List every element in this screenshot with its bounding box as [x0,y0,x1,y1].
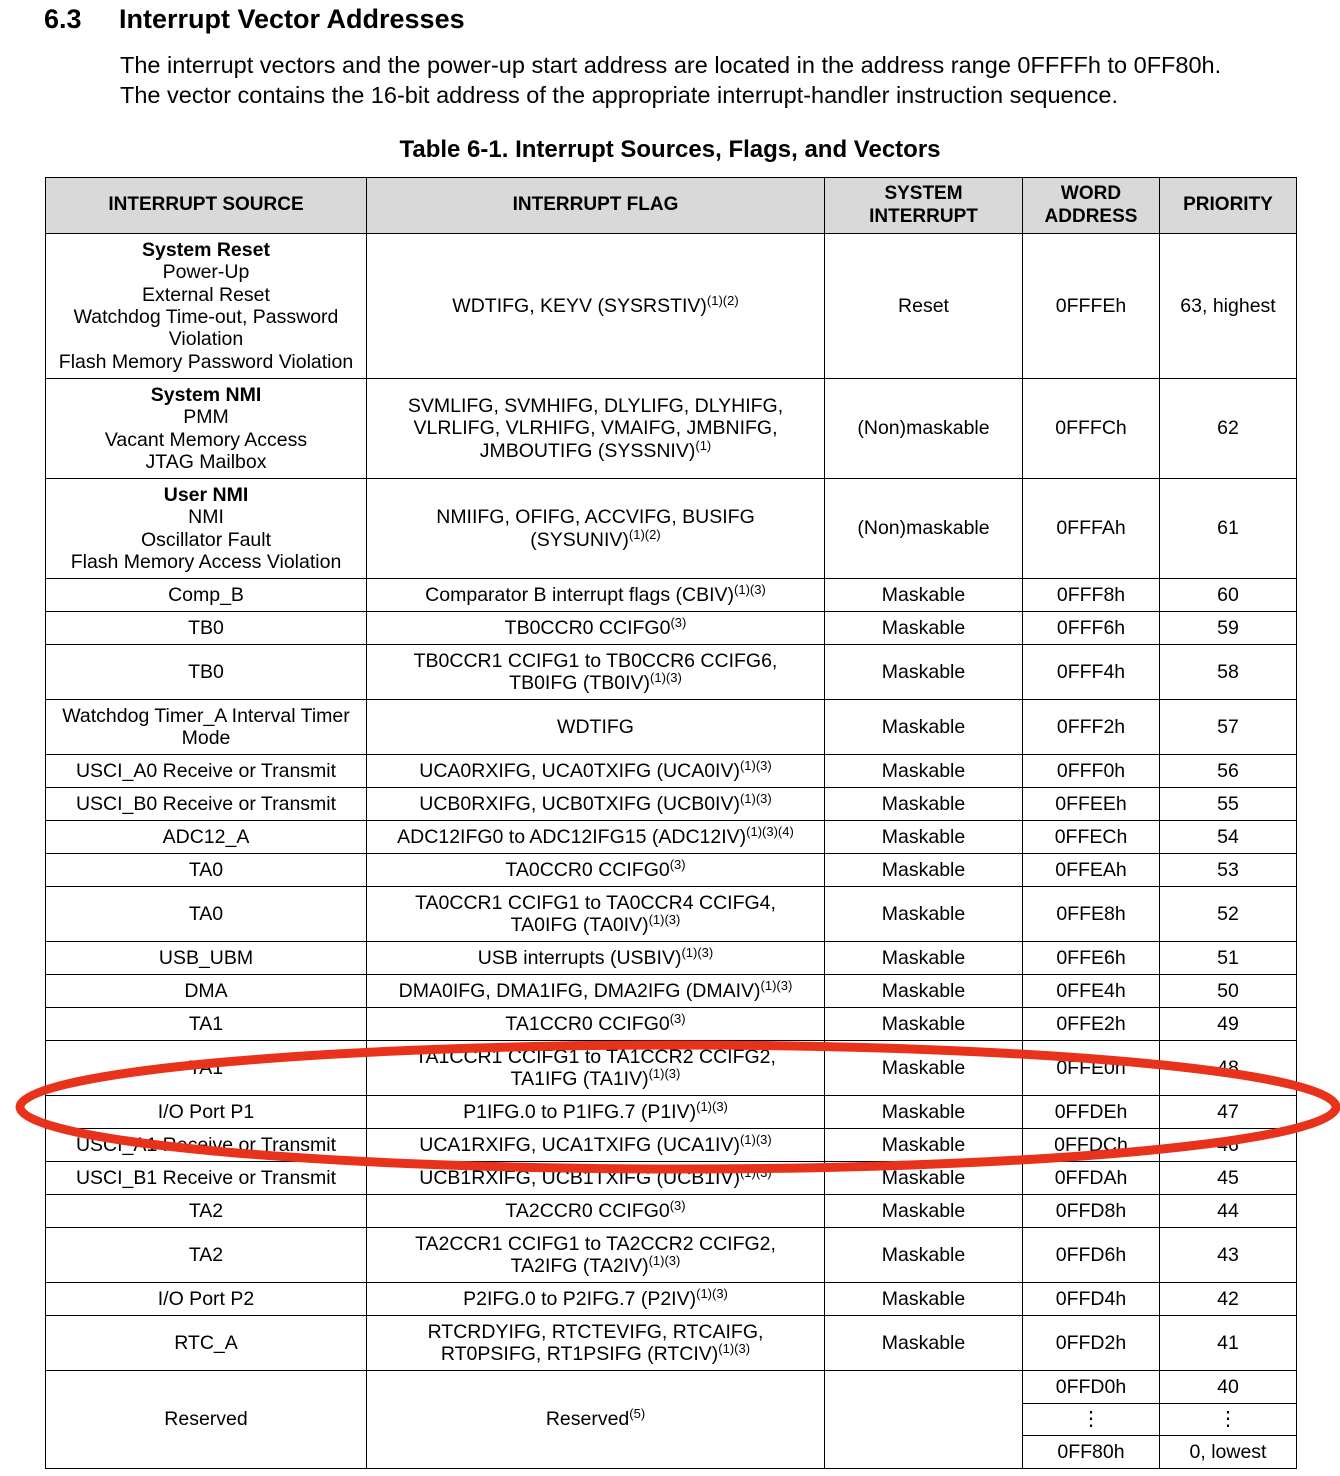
footnote-ref: (1)(3) [739,790,772,806]
system-interrupt-cell: Maskable [825,887,1023,942]
interrupt-source-cell [46,975,367,1008]
footnote-ref: (1)(2) [628,526,661,542]
system-interrupt-cell [825,1371,1023,1469]
word-address-cell: 0FFF0h [1023,755,1160,788]
source-line: Power-Up [162,261,250,284]
source-text: TA1 [188,1056,224,1079]
flag-line [369,672,822,694]
flag-line [369,1233,822,1255]
interrupt-flag-cell [367,854,825,887]
source-text: I/O Port P2 [157,1287,255,1310]
source-text: TA1 [188,1012,224,1035]
word-address-cell: 0FF80h [1023,1436,1160,1469]
header-line: SYSTEM [884,183,963,205]
source-title: System NMI [150,383,262,406]
source-line: Vacant Memory Access [104,428,308,451]
interrupt-vector-table [45,177,1297,1469]
interrupt-flag-cell [367,1008,825,1041]
word-address-cell: 0FFDEh [1023,1096,1160,1129]
table-row [46,1041,1297,1096]
system-interrupt-cell: Maskable [825,1283,1023,1316]
flag-text: P1IFG.0 to P1IFG.7 (P1IV) [463,1100,697,1123]
priority-cell: 55 [1160,788,1297,821]
interrupt-flag-cell [367,1316,825,1371]
interrupt-source-cell [46,1228,367,1283]
table-body [46,234,1297,1469]
footnote-ref: (1)(3) [650,670,682,685]
system-interrupt-cell: Maskable [825,700,1023,755]
flag-text: Reserved [545,1408,630,1431]
table-row [46,1316,1297,1371]
source-text: USCI_B0 Receive or Transmit [75,792,337,815]
flag-line [369,914,822,936]
flag-text: UCA1RXIFG, UCA1TXIFG (UCA1IV) [419,1133,740,1156]
section-intro [120,50,1221,110]
system-interrupt-cell: Maskable [825,579,1023,612]
priority-cell: 52 [1160,887,1297,942]
interrupt-source-cell [46,755,367,788]
interrupt-flag-cell [367,579,825,612]
interrupt-source-cell [46,1283,367,1316]
flag-text: UCB1RXIFG, UCB1TXIFG (UCB1IV) [419,1166,740,1189]
footnote-ref: (1)(3) [760,977,793,993]
interrupt-flag-cell [367,1096,825,1129]
interrupt-flag-cell [367,479,825,579]
word-address-cell: 0FFD8h [1023,1195,1160,1228]
flag-text: TA0IFG (TA0IV) [510,914,649,936]
word-address-cell: 0FFE8h [1023,887,1160,942]
flag-text: SVMLIFG, SVMHIFG, DLYLIFG, DLYHIFG, [407,395,784,418]
source-line: Watchdog Time-out, Password [73,306,339,328]
word-address-cell: ⋮ [1023,1404,1160,1436]
flag-text: UCB0RXIFG, UCB0TXIFG (UCB0IV) [419,792,740,815]
footnote-ref: (1)(3) [696,1098,728,1114]
interrupt-source-cell [46,479,367,579]
source-text: USB_UBM [158,946,254,969]
flag-text: TA2IFG (TA2IV) [510,1255,649,1277]
flag-text: ADC12IFG0 to ADC12IFG15 (ADC12IV) [397,825,747,848]
source-title: System Reset [142,239,270,262]
flag-line [369,1068,822,1090]
footnote-ref: (1)(3)(4) [746,823,794,839]
table-row [46,612,1297,645]
interrupt-source-cell [46,1129,367,1162]
word-address-cell: 0FFD6h [1023,1228,1160,1283]
header-line: ADDRESS [1044,205,1138,227]
flag-text: TB0IFG (TB0IV) [509,672,651,694]
word-address-cell: 0FFE4h [1023,975,1160,1008]
interrupt-source-cell [46,1316,367,1371]
priority-cell: 49 [1160,1008,1297,1041]
word-address-cell: 0FFFAh [1023,479,1160,579]
source-text: TA0 [188,902,224,925]
system-interrupt-cell: Maskable [825,1041,1023,1096]
interrupt-flag-cell [367,821,825,854]
header-system-interrupt [825,178,1023,234]
table-row [46,700,1297,755]
interrupt-flag-cell [367,1041,825,1096]
footnote-ref: (1)(3) [734,581,766,597]
table-row [46,1283,1297,1316]
footnote-ref: (1)(3) [739,1131,772,1147]
word-address-cell: 0FFE2h [1023,1008,1160,1041]
priority-cell: 57 [1160,700,1297,755]
word-address-cell: 0FFD2h [1023,1316,1160,1371]
flag-line [369,395,822,417]
word-address-cell: 0FFECh [1023,821,1160,854]
interrupt-source-cell [46,788,367,821]
interrupt-source-cell [46,579,367,612]
flag-text: TA1CCR0 CCIFG0 [505,1012,670,1035]
footnote-ref: (3) [669,856,686,872]
priority-cell: 53 [1160,854,1297,887]
interrupt-source-cell [46,821,367,854]
flag-text: Comparator B interrupt flags (CBIV) [425,583,735,606]
system-interrupt-cell: Maskable [825,1096,1023,1129]
footnote-ref: (1) [695,437,712,453]
flag-text: USB interrupts (USBIV) [477,946,682,969]
system-interrupt-cell: Maskable [825,612,1023,645]
word-address-cell: 0FFE6h [1023,942,1160,975]
interrupt-flag-cell [367,700,825,755]
interrupt-source-cell [46,645,367,700]
flag-line [369,1321,822,1343]
source-line: External Reset [142,283,270,306]
source-line: Oscillator Fault [140,528,272,551]
table-row [46,1096,1297,1129]
priority-cell: 43 [1160,1228,1297,1283]
flag-text: TA1CCR1 CCIFG1 to TA1CCR2 CCIFG2, [415,1045,776,1068]
interrupt-flag-cell [367,755,825,788]
flag-text: RTCRDYIFG, RTCTEVIFG, RTCAIFG, [427,1320,764,1343]
flag-text: TA0CCR0 CCIFG0 [505,858,670,881]
system-interrupt-cell: Maskable [825,788,1023,821]
word-address-cell: 0FFF8h [1023,579,1160,612]
table-row [46,1008,1297,1041]
priority-cell: 51 [1160,942,1297,975]
system-interrupt-cell: Maskable [825,1129,1023,1162]
system-interrupt-cell: Maskable [825,942,1023,975]
system-interrupt-cell: Reset [825,234,1023,379]
interrupt-source-cell [46,1162,367,1195]
priority-cell: ⋮ [1160,1404,1297,1436]
flag-text: JMBOUTIFG (SYSSNIV) [479,439,696,462]
priority-cell: 54 [1160,821,1297,854]
interrupt-source-cell [46,1041,367,1096]
header-line: INTERRUPT [869,205,978,227]
priority-cell: 46 [1160,1129,1297,1162]
interrupt-flag-cell [367,1195,825,1228]
source-text: DMA [184,979,228,1002]
priority-cell: 47 [1160,1096,1297,1129]
priority-cell: 42 [1160,1283,1297,1316]
word-address-cell: 0FFD4h [1023,1283,1160,1316]
flag-line [369,1046,822,1068]
flag-line [369,650,822,672]
source-line: PMM [183,406,229,429]
interrupt-flag-cell [367,1371,825,1469]
section-number: 6.3 [44,4,82,34]
source-text: TB0 [188,660,224,683]
flag-text: NMIIFG, OFIFG, ACCVIFG, BUSIFG [436,506,755,529]
source-text: Comp_B [168,583,244,606]
table-row [46,1162,1297,1195]
footnote-ref: (1)(3) [739,1164,772,1180]
table-row [46,887,1297,942]
header-priority: PRIORITY [1160,178,1297,234]
table-row [46,1228,1297,1283]
priority-cell: 48 [1160,1041,1297,1096]
word-address-cell: 0FFFEh [1023,234,1160,379]
table-row [46,645,1297,700]
interrupt-source-cell [46,942,367,975]
header-word-address [1023,178,1160,234]
table-row [46,579,1297,612]
table-row [46,1129,1297,1162]
section-heading [44,4,465,35]
table-row [46,1195,1297,1228]
source-text: TB0 [188,616,224,639]
source-line: Mode [181,727,231,749]
priority-cell: 40 [1160,1371,1297,1404]
priority-cell: 62 [1160,379,1297,479]
interrupt-source-cell [46,700,367,755]
word-address-cell: 0FFDAh [1023,1162,1160,1195]
footnote-ref: (1)(3) [739,757,772,773]
word-address-cell: 0FFE0h [1023,1041,1160,1096]
flag-line [369,1255,822,1277]
priority-cell: 45 [1160,1162,1297,1195]
footnote-ref: (1)(3) [648,1253,681,1268]
system-interrupt-cell: Maskable [825,645,1023,700]
flag-text: TA1IFG (TA1IV) [510,1068,649,1090]
intro-line: The vector contains the 16-bit address of the appropriate interrupt-handler instruction sequence. [120,82,1119,108]
table-row [46,379,1297,479]
table-row [46,788,1297,821]
flag-text: WDTIFG, KEYV (SYSRSTIV) [452,294,707,317]
interrupt-flag-cell [367,379,825,479]
interrupt-flag-cell [367,1129,825,1162]
interrupt-flag-cell [367,234,825,379]
flag-line [369,506,822,528]
table-row [46,942,1297,975]
word-address-cell: 0FFD0h [1023,1371,1160,1404]
word-address-cell: 0FFF6h [1023,612,1160,645]
priority-cell: 0, lowest [1160,1436,1297,1469]
source-line: NMI [188,506,224,529]
table-row [46,854,1297,887]
footnote-ref: (1)(3) [696,1285,728,1301]
interrupt-flag-cell [367,645,825,700]
interrupt-flag-cell [367,942,825,975]
source-text: TA0 [188,858,224,881]
flag-text: TA2CCR1 CCIFG1 to TA2CCR2 CCIFG2, [415,1232,776,1255]
table-row [46,821,1297,854]
source-text: Reserved [164,1408,248,1431]
priority-cell: 41 [1160,1316,1297,1371]
word-address-cell: 0FFDCh [1023,1129,1160,1162]
flag-text: TA2CCR0 CCIFG0 [505,1199,670,1222]
interrupt-flag-cell [367,1283,825,1316]
table-caption: Table 6-1. Interrupt Sources, Flags, and Vectors [399,136,941,163]
table-row [46,479,1297,579]
interrupt-source-cell [46,1371,367,1469]
source-line: JTAG Mailbox [145,450,267,473]
word-address-cell: 0FFF4h [1023,645,1160,700]
system-interrupt-cell: Maskable [825,755,1023,788]
flag-text: RT0PSIFG, RT1PSIFG (RTCIV) [440,1343,719,1365]
interrupt-flag-cell [367,887,825,942]
flag-line [369,1343,822,1365]
flag-line [369,437,822,462]
footnote-ref: (3) [669,1010,686,1026]
source-title: User NMI [163,483,249,506]
source-text: ADC12_A [162,825,250,848]
flag-text: TB0CCR1 CCIFG1 to TB0CCR6 CCIFG6, [413,649,778,672]
source-text: USCI_A1 Receive or Transmit [75,1133,337,1156]
source-text: TA2 [188,1243,224,1266]
system-interrupt-cell: Maskable [825,1228,1023,1283]
priority-cell: 50 [1160,975,1297,1008]
interrupt-source-cell [46,612,367,645]
source-line: Flash Memory Access Violation [70,550,342,573]
flag-text: TB0CCR0 CCIFG0 [504,616,671,639]
header-interrupt-flag: INTERRUPT FLAG [367,178,825,234]
system-interrupt-cell: Maskable [825,854,1023,887]
table-row [46,975,1297,1008]
table-row-reserved [46,1371,1297,1404]
system-interrupt-cell: Maskable [825,821,1023,854]
flag-text: VLRLIFG, VLRHIFG, VMAIFG, JMBNIFG, [413,417,778,440]
footnote-ref: (3) [670,614,687,630]
source-text: USCI_A0 Receive or Transmit [75,759,337,782]
word-address-cell: 0FFFCh [1023,379,1160,479]
flag-text: (SYSUNIV) [530,528,629,551]
flag-line [369,417,822,439]
interrupt-flag-cell [367,1162,825,1195]
priority-cell: 44 [1160,1195,1297,1228]
footnote-ref: (1)(2) [706,292,739,308]
priority-cell: 58 [1160,645,1297,700]
priority-cell: 60 [1160,579,1297,612]
priority-cell: 59 [1160,612,1297,645]
interrupt-flag-cell [367,975,825,1008]
interrupt-source-cell [46,234,367,379]
footnote-ref: (1)(3) [648,1066,681,1081]
priority-cell: 61 [1160,479,1297,579]
source-text: I/O Port P1 [157,1100,255,1123]
source-text: RTC_A [174,1331,238,1354]
system-interrupt-cell: (Non)maskable [825,379,1023,479]
interrupt-source-cell [46,1008,367,1041]
source-text: USCI_B1 Receive or Transmit [75,1166,337,1189]
interrupt-source-cell [46,1096,367,1129]
footnote-ref: (3) [669,1197,686,1213]
source-line: Flash Memory Password Violation [58,350,354,373]
system-interrupt-cell: Maskable [825,1008,1023,1041]
interrupt-flag-cell [367,1228,825,1283]
system-interrupt-cell: Maskable [825,1162,1023,1195]
flag-text: TA0CCR1 CCIFG1 to TA0CCR4 CCIFG4, [415,891,776,914]
source-line: Violation [168,328,244,351]
source-text: TA2 [188,1199,224,1222]
flag-text: UCA0RXIFG, UCA0TXIFG (UCA0IV) [419,759,740,782]
footnote-ref: (1)(3) [681,944,714,960]
table-header-row [46,178,1297,234]
flag-line [369,892,822,914]
word-address-cell: 0FFEEh [1023,788,1160,821]
word-address-cell: 0FFEAh [1023,854,1160,887]
interrupt-source-cell [46,379,367,479]
footnote-ref: (1)(3) [648,912,681,927]
header-line: WORD [1060,183,1122,205]
system-interrupt-cell: Maskable [825,1195,1023,1228]
system-interrupt-cell: (Non)maskable [825,479,1023,579]
footnote-ref: (1)(3) [718,1341,751,1356]
flag-text: P2IFG.0 to P2IFG.7 (P2IV) [463,1287,697,1310]
flag-text: WDTIFG [557,715,634,738]
flag-text: DMA0IFG, DMA1IFG, DMA2IFG (DMAIV) [398,979,761,1002]
intro-line: The interrupt vectors and the power-up start address are located in the address range 0FFFFh to 0FF80h. [120,52,1222,78]
source-line: Watchdog Timer_A Interval Timer [62,704,350,727]
interrupt-flag-cell [367,612,825,645]
table-row [46,234,1297,379]
priority-cell: 63, highest [1160,234,1297,379]
table-row [46,755,1297,788]
system-interrupt-cell: Maskable [825,975,1023,1008]
section-title: Interrupt Vector Addresses [119,4,465,34]
flag-line [369,526,822,551]
word-address-cell: 0FFF2h [1023,700,1160,755]
header-interrupt-source: INTERRUPT SOURCE [46,178,367,234]
priority-cell: 56 [1160,755,1297,788]
interrupt-flag-cell [367,788,825,821]
interrupt-source-cell [46,854,367,887]
interrupt-source-cell [46,1195,367,1228]
footnote-ref: (5) [629,1406,646,1422]
system-interrupt-cell: Maskable [825,1316,1023,1371]
interrupt-source-cell [46,887,367,942]
